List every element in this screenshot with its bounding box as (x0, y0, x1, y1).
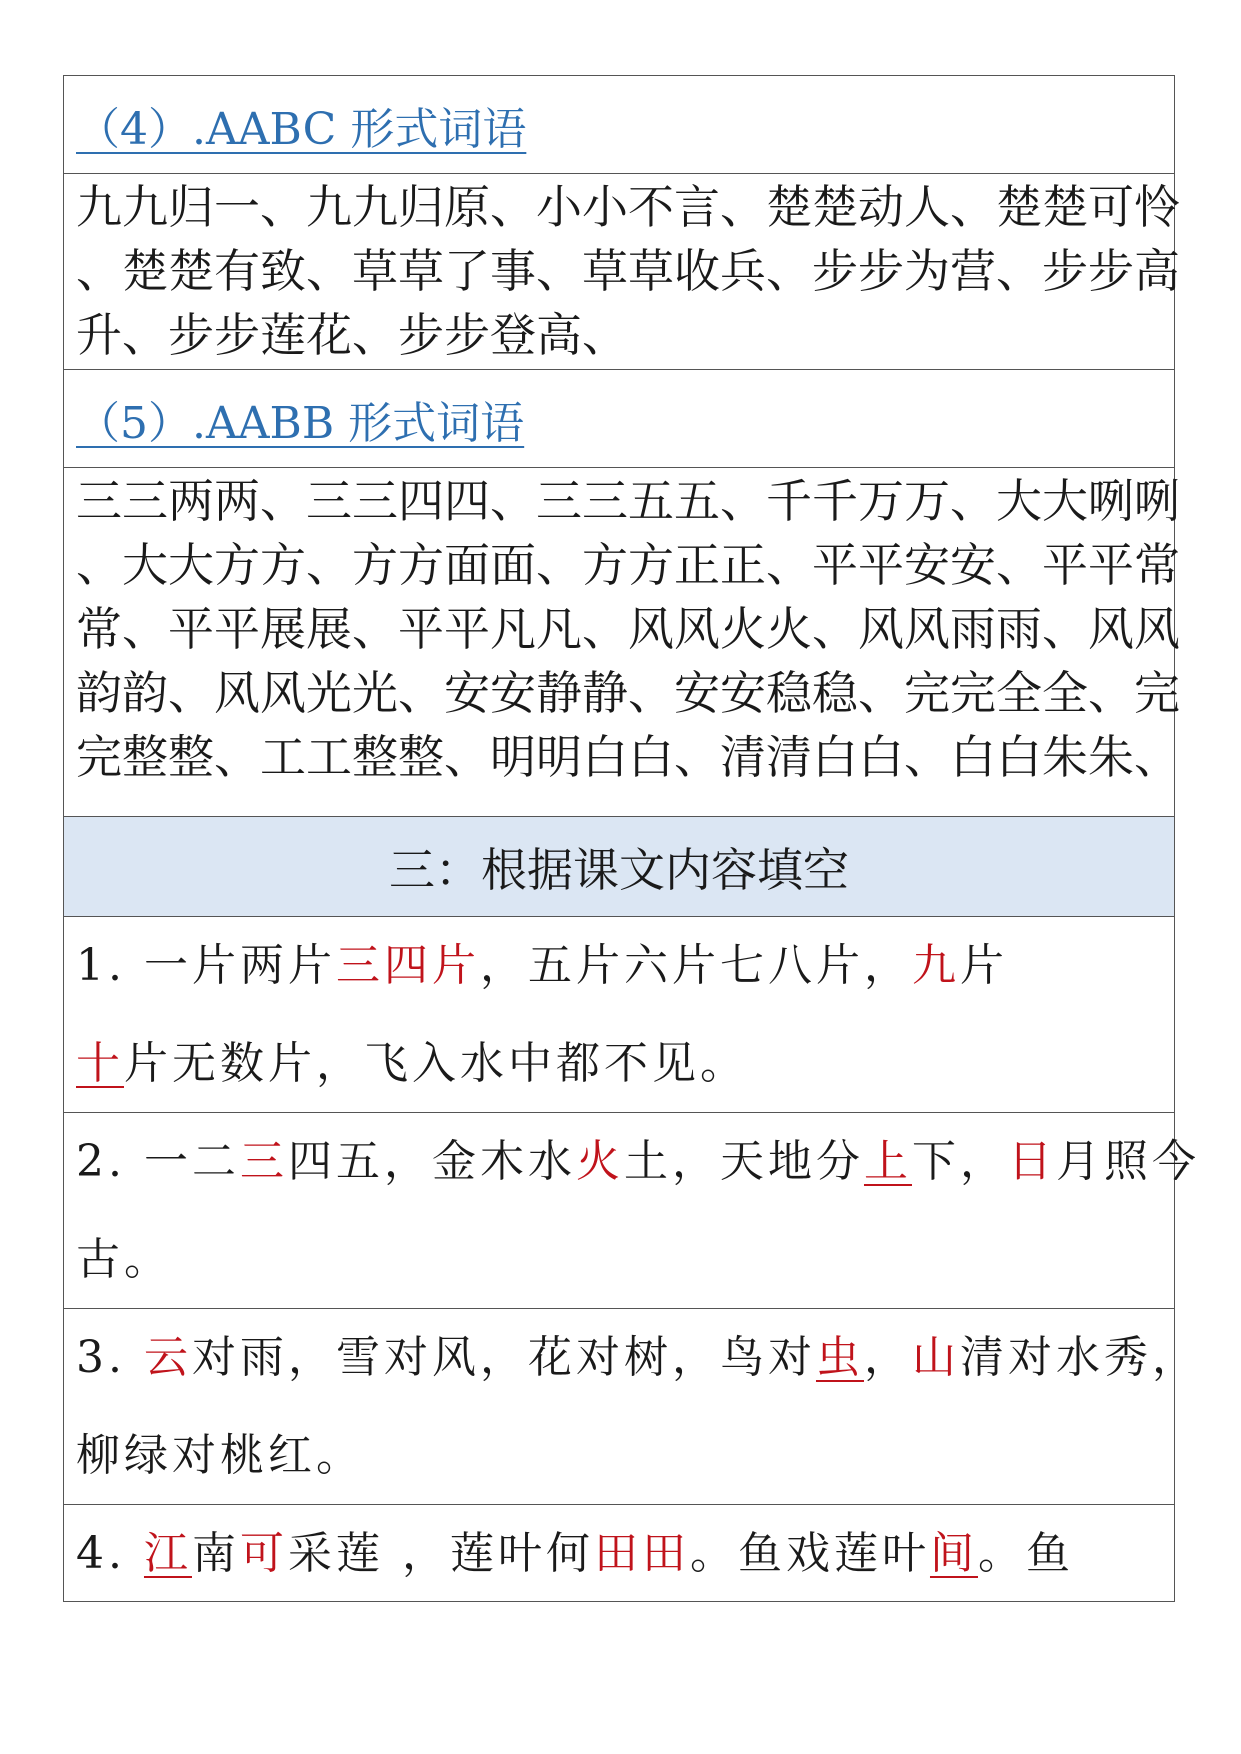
section-3-title (64, 817, 1174, 917)
word-line: 九九归一、九九归原、小小不言、楚楚动人、楚楚可怜 (76, 180, 1180, 234)
question-3-line-1 (76, 1309, 1200, 1407)
content-table (63, 75, 1200, 1602)
word-line: 、楚楚有致、草草了事、草草收兵、步步为营、步步高 (76, 244, 1180, 298)
question-3 (64, 1309, 1200, 1505)
answer-text: 三四片 (335, 940, 480, 991)
text: 月照今 (1055, 1136, 1200, 1187)
text: 采莲 ，莲叶何 (287, 1528, 594, 1579)
text: 片 (959, 940, 1008, 991)
question-1-line-2 (76, 1015, 1162, 1113)
text: 。鱼戏莲叶 (689, 1528, 930, 1579)
text: ， (863, 1332, 912, 1383)
question-2-line-1 (76, 1113, 1200, 1211)
text: 一片两片 (143, 940, 336, 991)
word-line: 三三两两、三三四四、三三五五、千千万万、大大咧咧 (76, 474, 1180, 528)
question-number: 2. (76, 1136, 126, 1187)
question-4-line-1 (76, 1505, 1162, 1603)
section-5-heading[interactable]: （5）.AABB 形式词语 (76, 397, 525, 449)
answer-text: 可 (239, 1528, 288, 1579)
text: 四五，金木水 (287, 1136, 576, 1187)
text: 土，天地分 (623, 1136, 864, 1187)
section-3-title-text: 三：根据课文内容填空 (389, 842, 849, 897)
question-1-line-1 (76, 917, 1162, 1015)
text: 。鱼 (977, 1528, 1074, 1579)
question-number: 4. (76, 1528, 126, 1579)
word-line: 韵韵、风风光光、安安静静、安安稳稳、完完全全、完 (76, 666, 1180, 720)
question-3-line-2 (76, 1407, 1162, 1505)
section-5-word-list (64, 468, 1180, 817)
section-4-heading[interactable]: （4）.AABC 形式词语 (76, 103, 527, 155)
answer-text: 三 (239, 1136, 288, 1187)
answer-text: 九 (911, 940, 960, 991)
question-number: 3. (76, 1332, 126, 1383)
section-4-heading-row (64, 76, 1174, 174)
text: 柳绿对桃红。 (76, 1430, 364, 1481)
question-number: 1. (76, 940, 126, 991)
text: 片无数片，飞入水中都不见。 (124, 1038, 748, 1089)
text: 清对水秀， (959, 1332, 1200, 1383)
word-line: 常、平平展展、平平凡凡、风风火火、风风雨雨、风风 (76, 602, 1180, 656)
section-4-word-list (64, 174, 1180, 370)
text: 下， (911, 1136, 1008, 1187)
answer-text: 山 (911, 1332, 960, 1383)
answer-blank: 虫 (815, 1332, 864, 1383)
answer-blank: 上 (863, 1136, 912, 1187)
text: 古。 (76, 1234, 172, 1285)
question-2 (64, 1113, 1200, 1309)
question-4 (64, 1505, 1174, 1601)
answer-text: 田田 (593, 1528, 690, 1579)
answer-text: 火 (575, 1136, 624, 1187)
text: 南 (191, 1528, 240, 1579)
answer-blank: 十 (76, 1038, 124, 1089)
word-line: 、大大方方、方方面面、方方正正、平平安安、平平常 (76, 538, 1180, 592)
section-5-heading-row (64, 370, 1174, 468)
answer-blank: 江 (143, 1528, 192, 1579)
text: 一二 (143, 1136, 240, 1187)
word-line: 升、步步莲花、步步登高、 (76, 308, 628, 362)
question-2-line-2 (76, 1211, 1162, 1309)
answer-blank: 间 (929, 1528, 978, 1579)
word-line: 完整整、工工整整、明明白白、清清白白、白白朱朱、 (76, 730, 1180, 784)
answer-text: 云 (143, 1332, 192, 1383)
text: ，五片六片七八片， (479, 940, 912, 991)
answer-text: 日 (1007, 1136, 1056, 1187)
text: 对雨，雪对风，花对树，鸟对 (191, 1332, 816, 1383)
question-1 (64, 917, 1174, 1113)
